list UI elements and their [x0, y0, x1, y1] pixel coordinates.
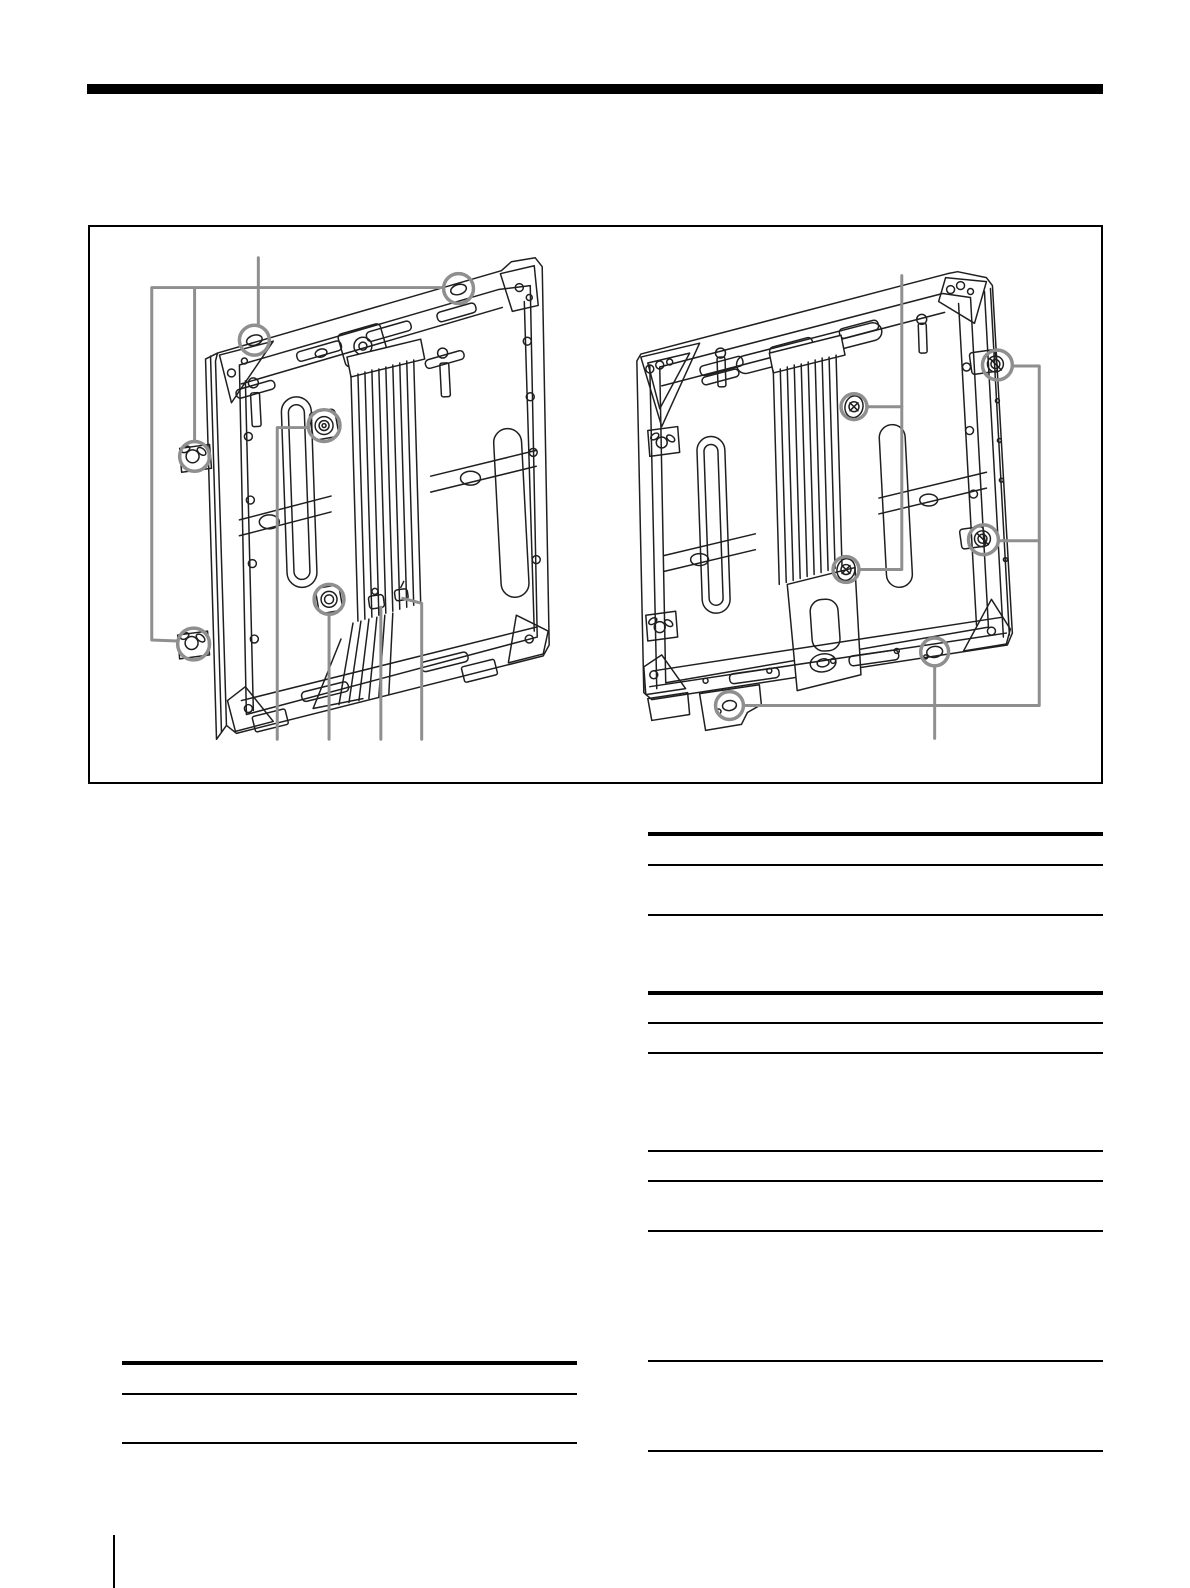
right-column-table-rule-4: [648, 1022, 1103, 1024]
left-column-table-rule-0: [122, 1361, 577, 1365]
page-number-marker: [113, 1535, 115, 1588]
panel-unit-rear-view-right: [637, 272, 1013, 731]
figure-frame: [88, 225, 1103, 784]
right-column-table-rule-7: [648, 1180, 1103, 1182]
right-column-table-rule-10: [648, 1450, 1103, 1452]
right-column-table-rule-1: [648, 864, 1103, 866]
right-column-table-rule-8: [648, 1230, 1103, 1232]
panel-unit-rear-view-left: [178, 258, 550, 740]
right-column-table-rule-3: [648, 991, 1103, 995]
left-column-table-rule-2: [122, 1442, 577, 1444]
right-column-table-rule-9: [648, 1360, 1103, 1362]
header-rule: [87, 84, 1103, 94]
right-column-table-rule-5: [648, 1052, 1103, 1054]
right-column-table-rule-2: [648, 914, 1103, 916]
right-column-table-rule-0: [648, 832, 1103, 836]
technical-figure: [90, 227, 1101, 782]
left-column-table-rule-1: [122, 1393, 577, 1395]
right-column-table-rule-6: [648, 1150, 1103, 1152]
